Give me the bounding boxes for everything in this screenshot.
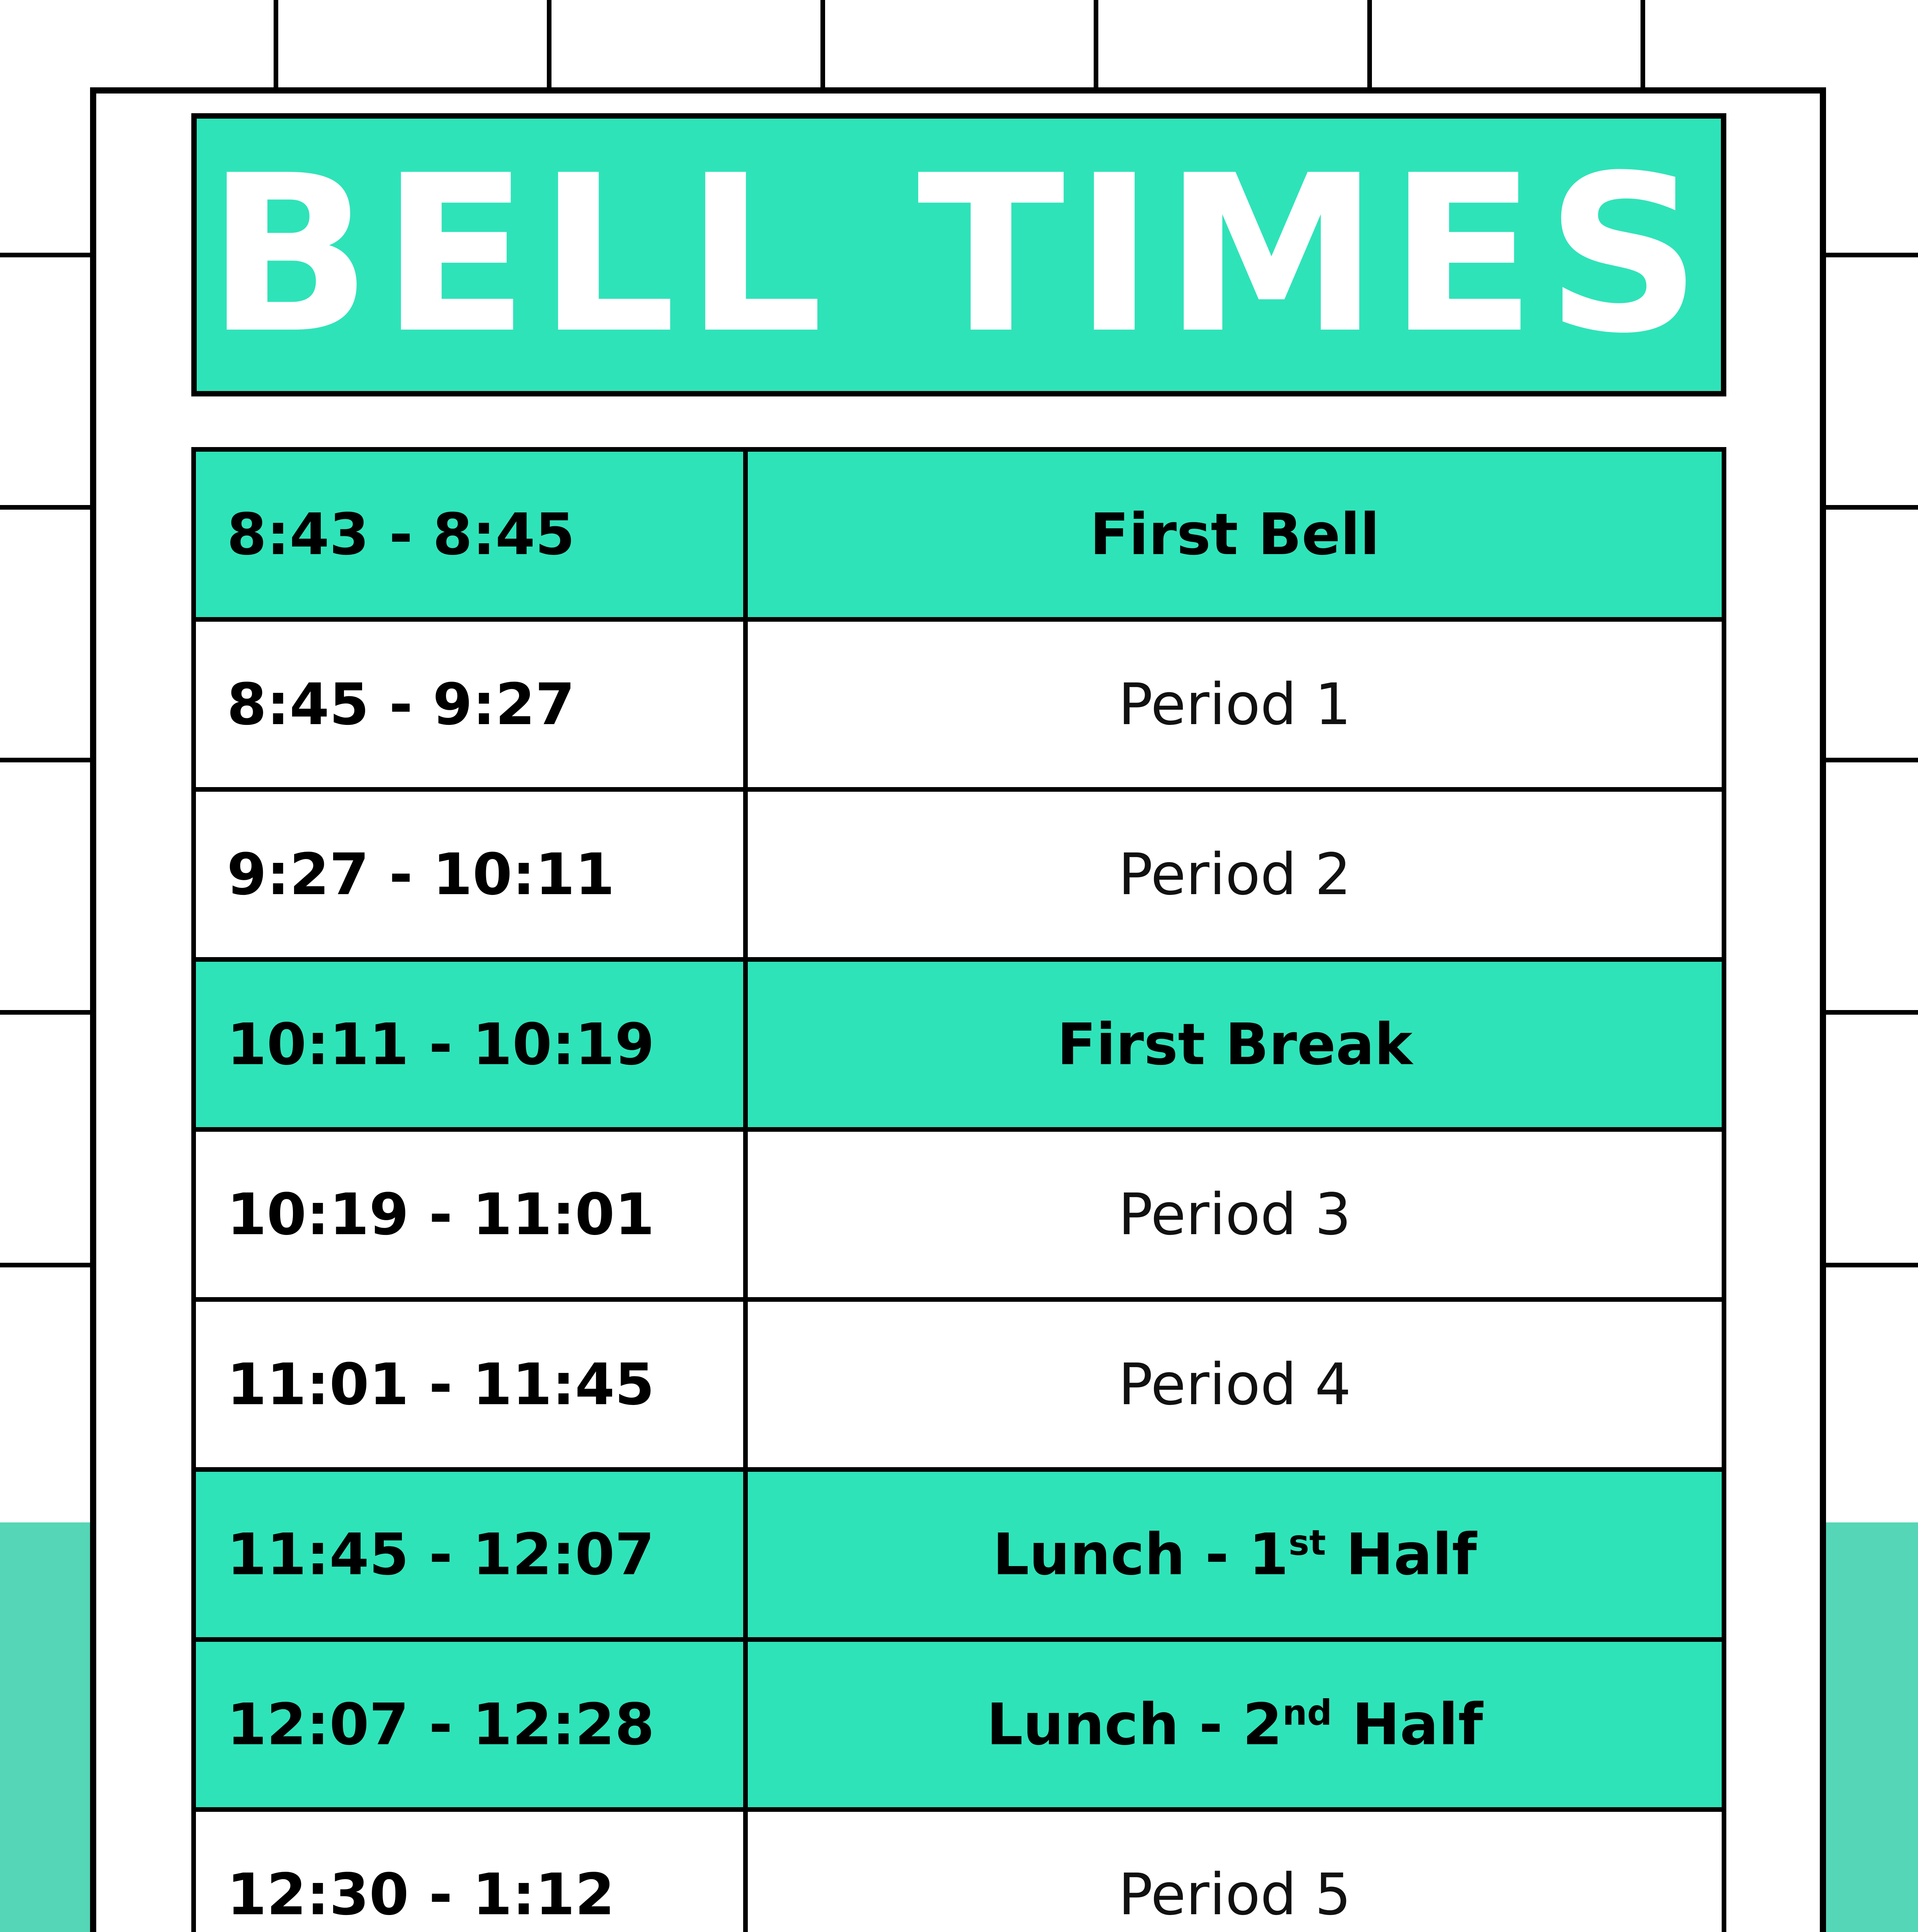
time-cell: 9:27 - 10:11	[194, 789, 745, 959]
period-cell: First Bell	[745, 449, 1724, 619]
table-row	[194, 1129, 1724, 1299]
time-cell: 8:45 - 9:27	[194, 619, 745, 789]
time-cell: 11:45 - 12:07	[194, 1469, 745, 1639]
page-title: BELL TIMES	[207, 129, 1711, 381]
table-row	[194, 959, 1724, 1129]
period-cell: Period 3	[745, 1129, 1724, 1299]
period-cell: Period 5	[745, 1810, 1724, 1932]
period-cell: First Break	[745, 959, 1724, 1129]
period-cell: Period 4	[745, 1299, 1724, 1469]
table-row	[194, 1299, 1724, 1469]
period-label-text: Lunch - 2	[986, 1691, 1283, 1758]
time-cell: 10:19 - 11:01	[194, 1129, 745, 1299]
period-label-text: Half	[1332, 1691, 1483, 1758]
time-cell: 8:43 - 8:45	[194, 449, 745, 619]
period-cell	[745, 1639, 1724, 1810]
table-row	[194, 449, 1724, 619]
period-cell: Period 2	[745, 789, 1724, 959]
table-row	[194, 1469, 1724, 1639]
ordinal-suffix: st	[1288, 1522, 1326, 1563]
bell-times-table	[191, 447, 1726, 1932]
table-row	[194, 1639, 1724, 1810]
ordinal-suffix: nd	[1282, 1692, 1332, 1733]
table-row	[194, 789, 1724, 959]
period-label-text: Half	[1326, 1521, 1477, 1588]
time-cell: 12:30 - 1:12	[194, 1810, 745, 1932]
time-cell: 10:11 - 10:19	[194, 959, 745, 1129]
period-label-text: Lunch - 1	[992, 1521, 1289, 1588]
table-row	[194, 1810, 1724, 1932]
period-cell: Period 1	[745, 619, 1724, 789]
time-cell: 11:01 - 11:45	[194, 1299, 745, 1469]
time-cell: 12:07 - 12:28	[194, 1639, 745, 1810]
title-banner	[191, 113, 1726, 396]
table-row	[194, 619, 1724, 789]
period-cell	[745, 1469, 1724, 1639]
